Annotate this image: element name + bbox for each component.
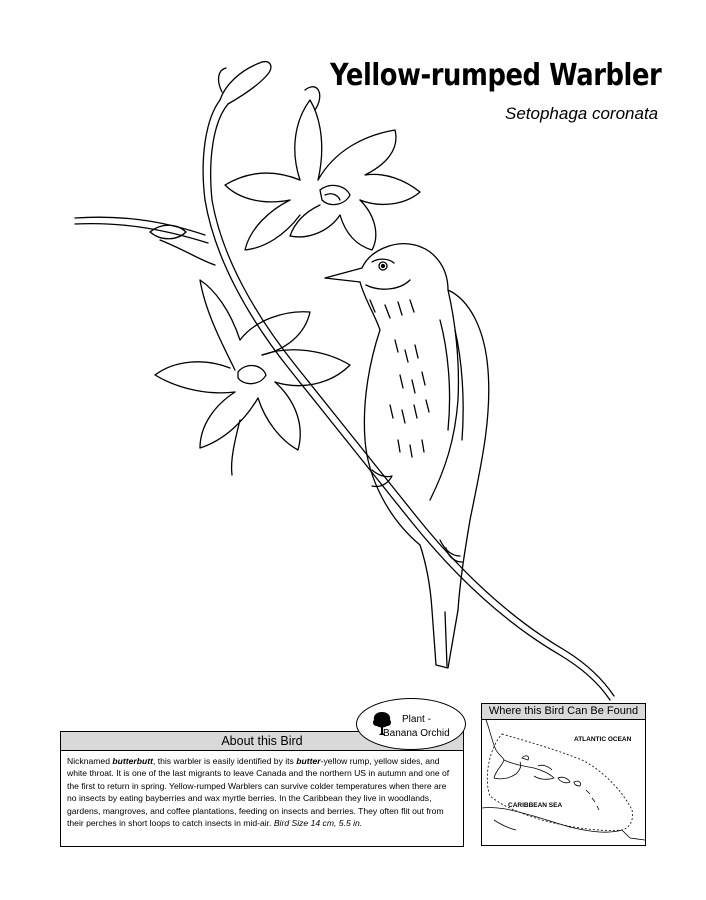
warbler-bird (325, 244, 489, 668)
orchid-upper (225, 100, 420, 250)
about-text-part: -yellow rump, yellow sides, and white throat. It is one of the last migrants to leave Canada and the northern US in autumn and one of the first to return in spring. Yellow-rumped Warblers can survive colder temperatures when there are no insects by eating bayberries and wax myrtle berries. In the Caribbean they live in woodlands, gardens, mangroves, and coffee plantations, feeding on insects and berries. They often flit out from their perches in short loops to catch insects in mid-air. (67, 756, 450, 829)
about-text (61, 751, 463, 833)
caribbean-sea-label: CARIBBEAN SEA (508, 802, 563, 809)
page-title: Yellow-rumped Warbler (330, 58, 662, 93)
range-map-box (481, 703, 646, 846)
about-heading: About this Bird (61, 732, 463, 751)
plant-name: Banana Orchid (383, 728, 450, 739)
about-text-nickname: butterbutt (112, 756, 153, 766)
orchid-lower (155, 280, 350, 475)
bird-size: Bird Size 14 cm, 5.5 in. (273, 818, 363, 829)
about-text-emphasis: butter (296, 756, 321, 766)
about-text-part: , this warbler is easily identified by its (152, 756, 297, 766)
branch (75, 100, 614, 700)
atlantic-ocean-label: ATLANTIC OCEAN (574, 736, 632, 743)
plant-label: Plant - (402, 714, 431, 725)
plant-badge (356, 698, 466, 750)
map-heading: Where this Bird Can Be Found (482, 704, 645, 720)
scientific-name: Setophaga coronata (505, 104, 659, 123)
about-text-part: Nicknamed (67, 756, 113, 766)
